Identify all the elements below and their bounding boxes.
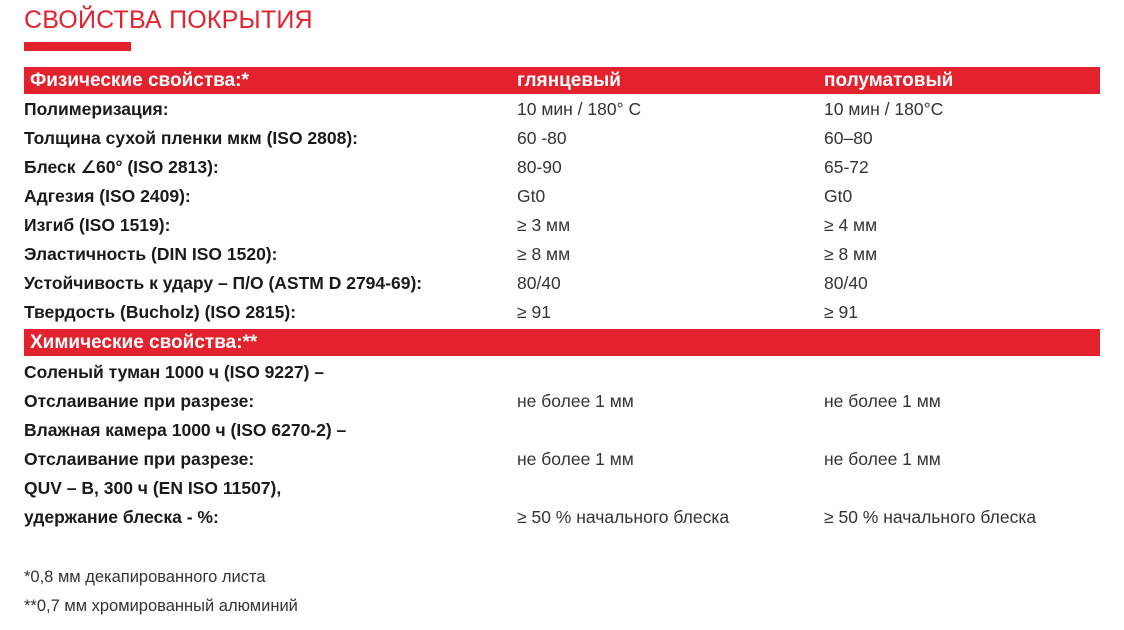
property-label: удержание блеска - %: (24, 507, 219, 527)
table-row (0, 240, 1124, 269)
title-underline-bar (24, 42, 131, 51)
semimatte-value: 80/40 (824, 273, 868, 293)
property-label: Отслаивание при разрезе: (24, 449, 255, 469)
table-row (0, 211, 1124, 240)
page-title: СВОЙСТВА ПОКРЫТИЯ (24, 6, 313, 34)
glossy-value: Gt0 (517, 186, 546, 206)
glossy-value: 10 мин / 180° C (517, 99, 642, 119)
table-row (0, 95, 1124, 124)
semimatte-value: не более 1 мм (824, 391, 941, 411)
semimatte-value: 10 мин / 180°C (824, 99, 944, 119)
chemical-header-label: Химические свойства:** (30, 332, 258, 353)
table-row (0, 416, 1124, 445)
property-label: Влажная камера 1000 ч (ISO 6270-2) – (24, 420, 347, 440)
table-row (0, 153, 1124, 182)
table-row (0, 474, 1124, 503)
semimatte-value: ≥ 8 мм (824, 244, 878, 264)
glossy-value: ≥ 8 мм (517, 244, 571, 264)
table-row (0, 182, 1124, 211)
chemical-properties-header (24, 329, 1100, 356)
table-row (0, 503, 1124, 532)
footnote: *0,8 мм декапированного листа (24, 568, 266, 586)
glossy-value: ≥ 91 (517, 302, 551, 322)
glossy-value: ≥ 3 мм (517, 215, 571, 235)
semimatte-value: Gt0 (824, 186, 853, 206)
glossy-value: ≥ 50 % начального блеска (517, 507, 730, 527)
table-row (0, 298, 1124, 327)
table-row (0, 387, 1124, 416)
table-row (0, 124, 1124, 153)
property-label: Адгезия (ISO 2409): (24, 186, 191, 206)
table-row (0, 358, 1124, 387)
property-label: Соленый туман 1000 ч (ISO 9227) – (24, 362, 325, 382)
semimatte-value: ≥ 4 мм (824, 215, 878, 235)
semimatte-value: 65-72 (824, 157, 869, 177)
glossy-value: не более 1 мм (517, 391, 634, 411)
property-label: Блеск ∠60° (ISO 2813): (24, 157, 219, 177)
semimatte-column-header: полуматовый (824, 70, 954, 91)
semimatte-value: ≥ 50 % начального блеска (824, 507, 1037, 527)
semimatte-value: ≥ 91 (824, 302, 858, 322)
glossy-column-header: глянцевый (517, 70, 621, 91)
property-label: Полимеризация: (24, 99, 169, 119)
property-label: Толщина сухой пленки мкм (ISO 2808): (24, 128, 359, 148)
physical-properties-header (24, 67, 1100, 94)
property-label: QUV – B, 300 ч (EN ISO 11507), (24, 478, 282, 498)
semimatte-value: 60–80 (824, 128, 873, 148)
table-row (0, 445, 1124, 474)
semimatte-value: не более 1 мм (824, 449, 941, 469)
glossy-value: не более 1 мм (517, 449, 634, 469)
footnote: **0,7 мм хромированный алюминий (24, 597, 298, 615)
property-label: Изгиб (ISO 1519): (24, 215, 171, 235)
glossy-value: 80-90 (517, 157, 562, 177)
glossy-value: 60 -80 (517, 128, 567, 148)
property-label: Отслаивание при разрезе: (24, 391, 255, 411)
physical-header-label: Физические свойства:* (30, 70, 249, 91)
glossy-value: 80/40 (517, 273, 561, 293)
property-label: Эластичность (DIN ISO 1520): (24, 244, 278, 264)
table-row (0, 269, 1124, 298)
property-label: Устойчивость к удару – П/О (ASTM D 2794-69): (24, 273, 423, 293)
property-label: Твердость (Bucholz) (ISO 2815): (24, 302, 297, 322)
